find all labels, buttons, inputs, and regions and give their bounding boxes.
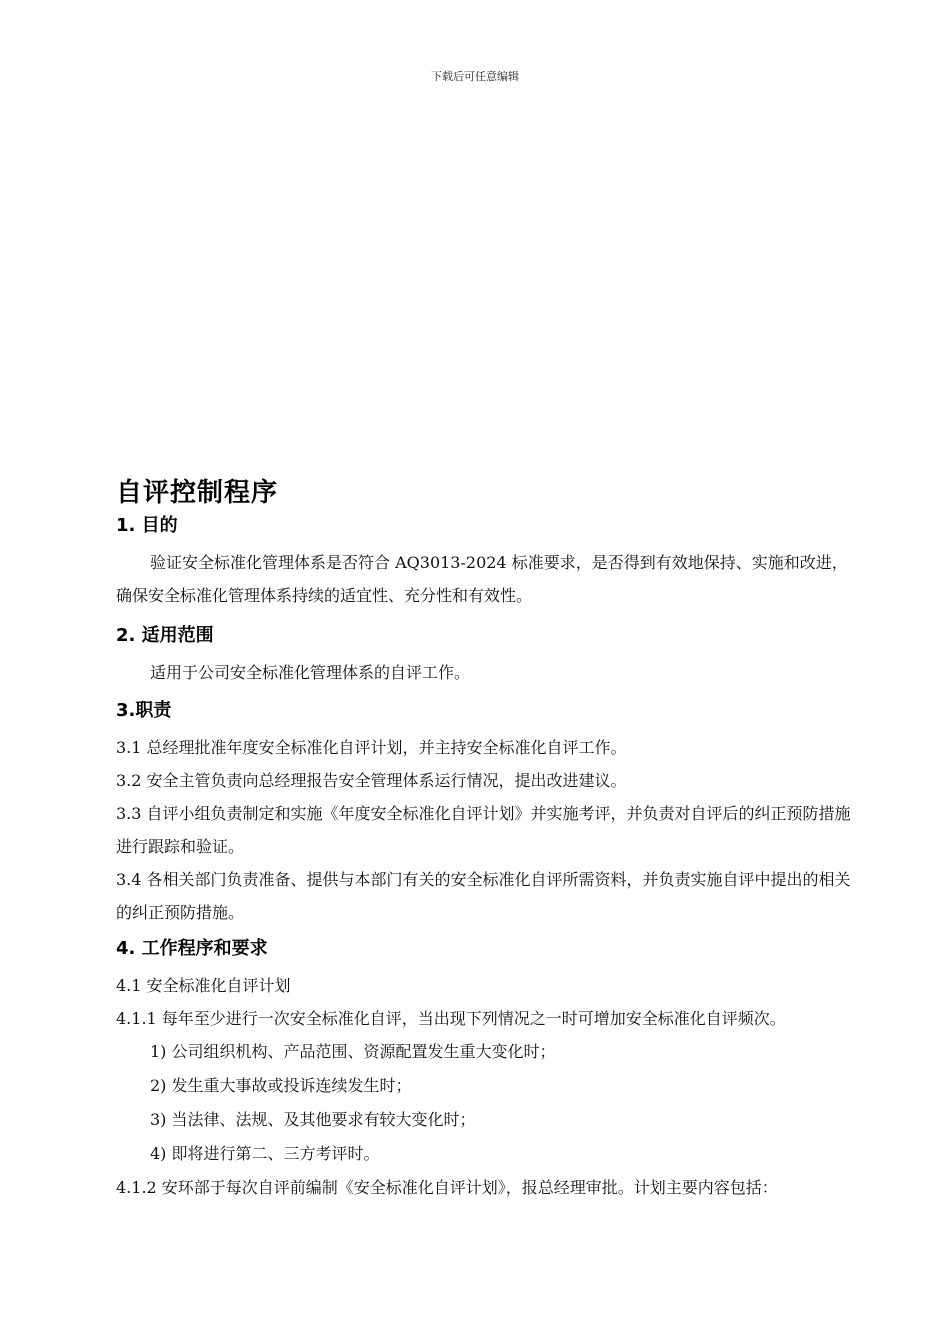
section-3-3: 3.3 自评小组负责制定和实施《年度安全标准化自评计划》并实施考评，并负责对自评后的纠正预防措施进行跟踪和验证。 xyxy=(116,804,851,856)
list-item: 3) 当法律、法规、及其他要求有较大变化时； xyxy=(150,1110,476,1129)
section-2-heading: 2. 适用范围 xyxy=(116,625,214,646)
section-4-1-1: 4.1.1 每年至少进行一次安全标准化自评，当出现下列情况之一时可增加安全标准化自评频次。 xyxy=(116,1009,786,1028)
list-item: 1) 公司组织机构、产品范围、资源配置发生重大变化时； xyxy=(150,1042,556,1061)
section-3-4: 3.4 各相关部门负责准备、提供与本部门有关的安全标准化自评所需资料，并负责实施自评中提出的相关的纠正预防措施。 xyxy=(116,870,851,922)
section-3-1: 3.1 总经理批准年度安全标准化自评计划，并主持安全标准化自评工作。 xyxy=(116,738,627,757)
list-item: 4) 即将进行第二、三方考评时。 xyxy=(150,1144,380,1163)
document-body xyxy=(116,474,856,1204)
document-title: 自评控制程序 xyxy=(116,478,279,508)
section-4-1: 4.1 安全标准化自评计划 xyxy=(116,976,291,995)
header-note: 下载后可任意编辑 xyxy=(431,70,519,83)
section-1-heading: 1. 目的 xyxy=(116,515,178,536)
list-item: 2) 发生重大事故或投诉连续发生时； xyxy=(150,1076,412,1095)
section-3-heading: 3.职责 xyxy=(116,700,172,721)
section-3-2: 3.2 安全主管负责向总经理报告安全管理体系运行情况，提出改进建议。 xyxy=(116,771,627,790)
section-4-heading: 4. 工作程序和要求 xyxy=(116,938,268,959)
section-2-paragraph: 适用于公司安全标准化管理体系的自评工作。 xyxy=(150,663,471,682)
section-1-paragraph: 验证安全标准化管理体系是否符合 AQ3013-2024 标准要求，是否得到有效地保持、实施和改进，确保安全标准化管理体系持续的适宜性、充分性和有效性。 xyxy=(116,553,848,605)
section-4-1-2: 4.1.2 安环部于每次自评前编制《安全标准化自评计划》，报总经理审批。计划主要内容包括： xyxy=(116,1178,778,1197)
